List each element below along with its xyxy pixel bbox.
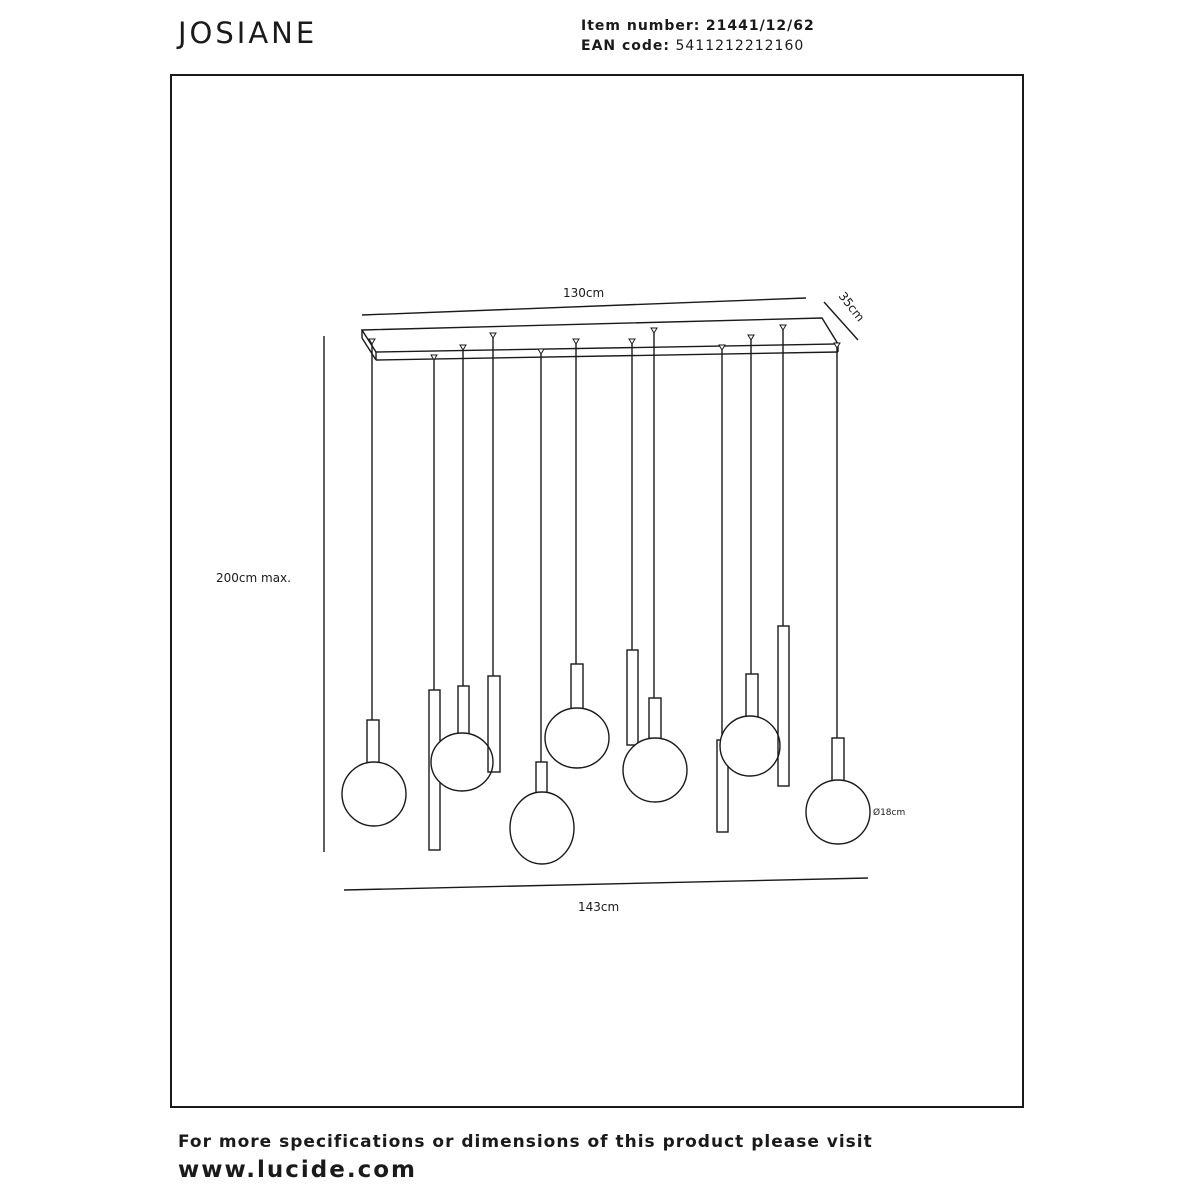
pendant-tube-7	[627, 344, 638, 745]
footer-url-link[interactable]: www.lucide.com	[178, 1157, 417, 1183]
canopy-plate	[362, 318, 838, 352]
item-number-label: Item number:	[581, 18, 701, 34]
depth-label: 35cm	[835, 289, 868, 325]
pendant-globe-5	[510, 354, 574, 864]
pendant-globe-10	[720, 340, 780, 776]
total-width-label: 143cm	[578, 900, 620, 914]
height-label: 200cm max.	[216, 571, 291, 585]
width-dimension-line	[362, 298, 806, 315]
pendant-globe-6	[545, 344, 609, 768]
product-title: JOSIANE	[178, 16, 318, 50]
pendant-globe-12	[806, 348, 870, 844]
ean-label: EAN code:	[581, 38, 671, 54]
pendant-globe-1	[342, 344, 406, 826]
pendant-tube-11	[778, 330, 789, 786]
ean-value: 5411212212160	[675, 38, 805, 54]
width-label: 130cm	[563, 286, 605, 300]
globe-diameter-label: Ø18cm	[873, 808, 906, 818]
footer-text: For more specifications or dimensions of this product please visit	[178, 1132, 873, 1152]
item-number-value: 21441/12/62	[705, 18, 815, 34]
pendant-tube-4	[488, 338, 500, 772]
total-width-dimension-line	[344, 878, 868, 890]
